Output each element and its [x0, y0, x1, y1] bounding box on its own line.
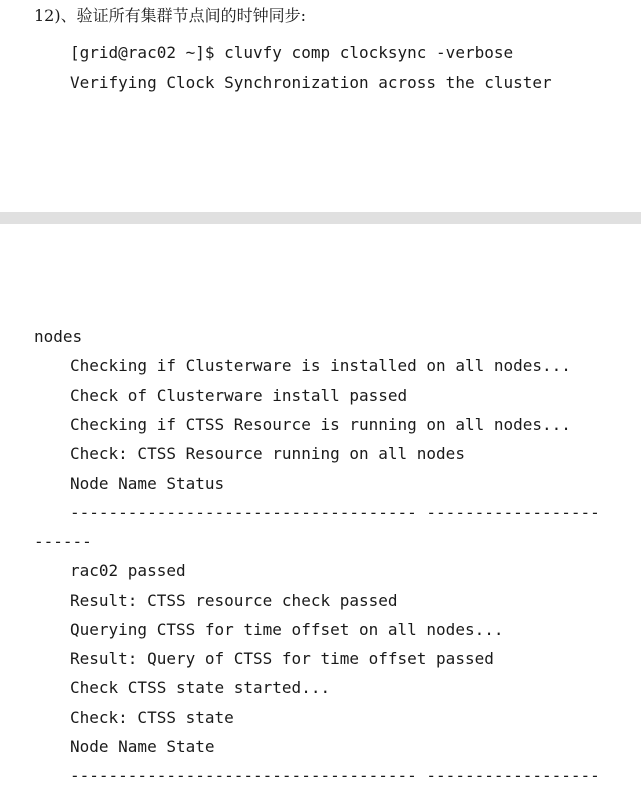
- table-header: Node Name State: [70, 737, 215, 756]
- separator-wrap: ------: [34, 532, 92, 551]
- output-line-nodes: nodes: [34, 327, 83, 346]
- table-header: Node Name Status: [70, 474, 225, 493]
- table-row: rac02 passed: [70, 561, 186, 580]
- output-line: Check: CTSS state: [70, 708, 234, 727]
- output-line: Check: CTSS Resource running on all nodes: [70, 444, 465, 463]
- step-heading: 12)、验证所有集群节点间的时钟同步:: [34, 6, 306, 25]
- output-line: Check of Clusterware install passed: [70, 386, 408, 405]
- output-line: Checking if CTSS Resource is running on all nodes...: [70, 415, 571, 434]
- command-line: [grid@rac02 ~]$ cluvfy comp clocksync -verbose: [70, 43, 514, 62]
- output-line: Querying CTSS for time offset on all nodes...: [70, 620, 504, 639]
- separator-line: ------------------------------------ ------------------: [70, 503, 600, 522]
- output-line: Result: CTSS resource check passed: [70, 591, 398, 610]
- output-line: Checking if Clusterware is installed on all nodes...: [70, 356, 571, 375]
- output-line: Result: Query of CTSS for time offset passed: [70, 649, 494, 668]
- page-divider: [0, 212, 641, 224]
- separator-line: ------------------------------------ ------------------: [70, 766, 600, 785]
- output-line: Verifying Clock Synchronization across the cluster: [70, 73, 552, 92]
- output-line: Check CTSS state started...: [70, 678, 331, 697]
